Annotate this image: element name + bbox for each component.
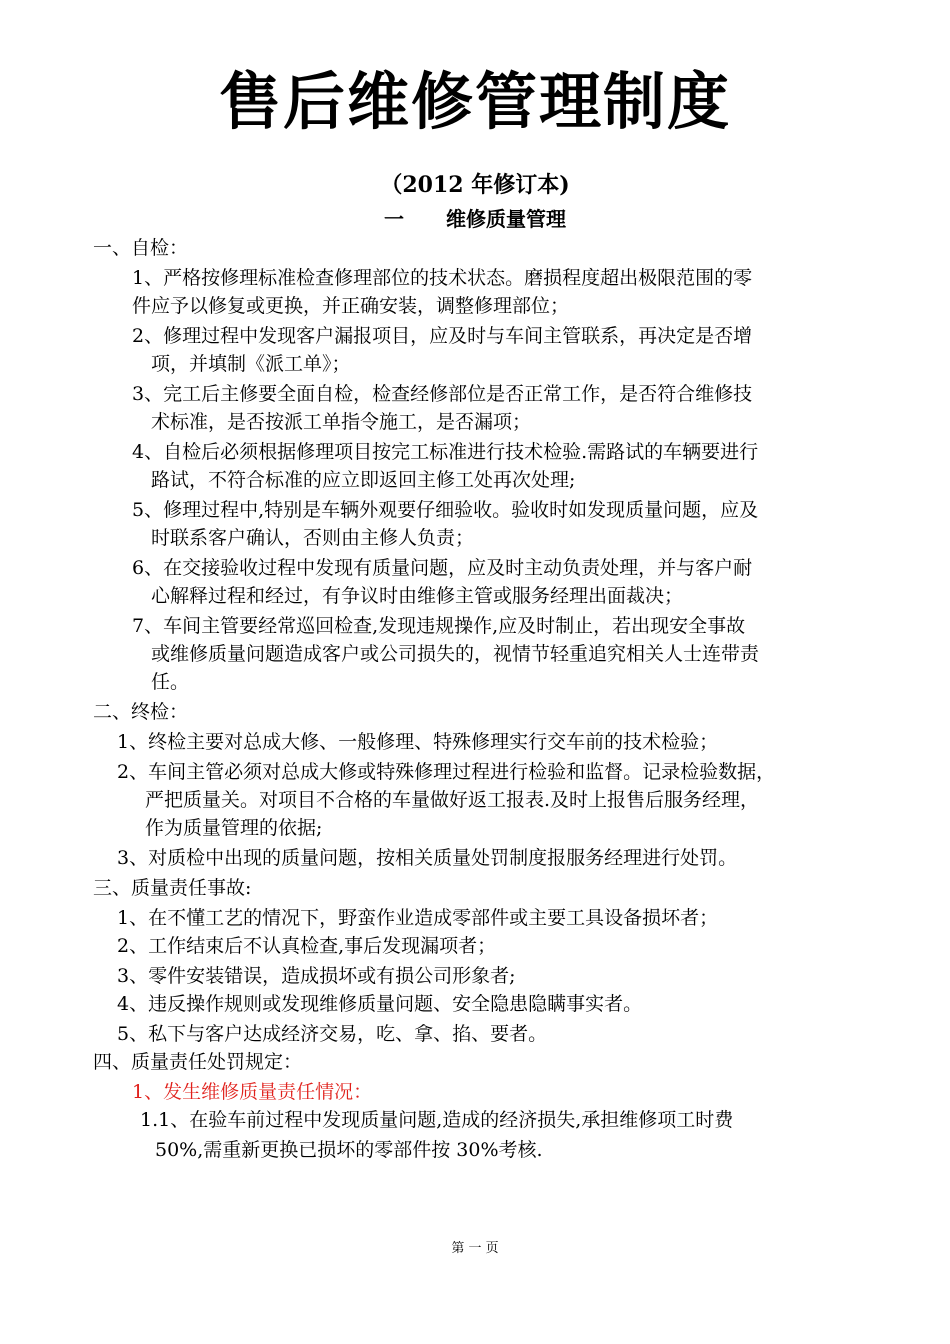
document-title: 售后维修管理制度	[218, 65, 731, 138]
list-item-line: 2、工作结束后不认真检查,事后发现漏项者；	[117, 935, 497, 957]
heading-self-inspection: 一、自检：	[93, 237, 189, 259]
section-number: 一	[384, 207, 404, 231]
list-item-line: 1.1、在验车前过程中发现质量问题,造成的经济损失,承担维修项工时费	[140, 1109, 734, 1131]
page-number: 第 一 页	[451, 1241, 499, 1256]
list-item-line: 作为质量管理的依据;	[145, 817, 323, 839]
list-item-line: 严把质量关。对项目不合格的车量做好返工报表.及时上报售后服务经理，	[145, 789, 760, 811]
section-heading	[0, 202, 950, 236]
list-item-line: 任。	[151, 671, 190, 693]
section-title: 维修质量管理	[446, 207, 566, 231]
list-item-line: 2、修理过程中发现客户漏报项目，应及时与车间主管联系，再决定是否增	[132, 325, 753, 347]
list-item-line: 术标准，是否按派工单指令施工，是否漏项；	[151, 411, 532, 433]
list-item-line: 时联系客户确认，否则由主修人负责；	[151, 527, 475, 549]
heading-final-inspection: 二、终检：	[93, 701, 189, 723]
list-item-line: 5、私下与客户达成经济交易，吃、拿、掐、要者。	[117, 1023, 548, 1045]
document-subtitle: （2012 年修订本)	[380, 172, 570, 198]
list-item-line: 4、违反操作规则或发现维修质量问题、安全隐患隐瞒事实者。	[117, 993, 643, 1015]
list-item-line: 4、自检后必须根据修理项目按完工标准进行技术检验.需路试的车辆要进行	[132, 441, 759, 463]
list-item-line: 3、零件安装错误，造成损坏或有损公司形象者;	[117, 965, 516, 987]
list-item-line: 6、在交接验收过程中发现有质量问题，应及时主动负责处理，并与客户耐	[132, 557, 753, 579]
list-item-line: 路试，不符合标准的应立即返回主修工处再次处理;	[151, 469, 576, 491]
heading-penalty-rules: 四、质量责任处罚规定：	[93, 1051, 303, 1073]
list-item-line: 心解释过程和经过，有争议时由维修主管或服务经理出面裁决；	[151, 585, 684, 607]
list-item-line: 1、在不懂工艺的情况下，野蛮作业造成零部件或主要工具设备损坏者；	[117, 907, 719, 929]
heading-quality-accidents: 三、质量责任事故:	[93, 877, 252, 899]
list-item-line: 3、对质检中出现的质量问题，按相关质量处罚制度报服务经理进行处罚。	[117, 847, 738, 869]
list-item-line: 项，并填制《派工单》；	[151, 353, 351, 375]
list-item-line: 件应予以修复或更换，并正确安装，调整修理部位；	[132, 295, 570, 317]
highlighted-subheading: 1、发生维修质量责任情况：	[132, 1081, 373, 1103]
list-item-line: 5、修理过程中,特别是车辆外观要仔细验收。验收时如发现质量问题，应及	[132, 499, 759, 521]
list-item-line: 1、终检主要对总成大修、一般修理、特殊修理实行交车前的技术检验；	[117, 731, 719, 753]
list-item-line: 或维修质量问题造成客户或公司损失的，视情节轻重追究相关人士连带责	[151, 643, 760, 665]
list-item-line: 2、车间主管必须对总成大修或特殊修理过程进行检验和监督。记录检验数据，	[117, 761, 776, 783]
list-item-line: 7、车间主管要经常巡回检查,发现违规操作,应及时制止，若出现安全事故	[132, 615, 746, 637]
list-item-line: 1、严格按修理标准检查修理部位的技术状态。磨损程度超出极限范围的零	[132, 267, 753, 289]
list-item-line: 3、完工后主修要全面自检，检查经修部位是否正常工作，是否符合维修技	[132, 383, 753, 405]
list-item-line: 50%,需重新更换已损坏的零部件按 30%考核.	[155, 1139, 543, 1161]
